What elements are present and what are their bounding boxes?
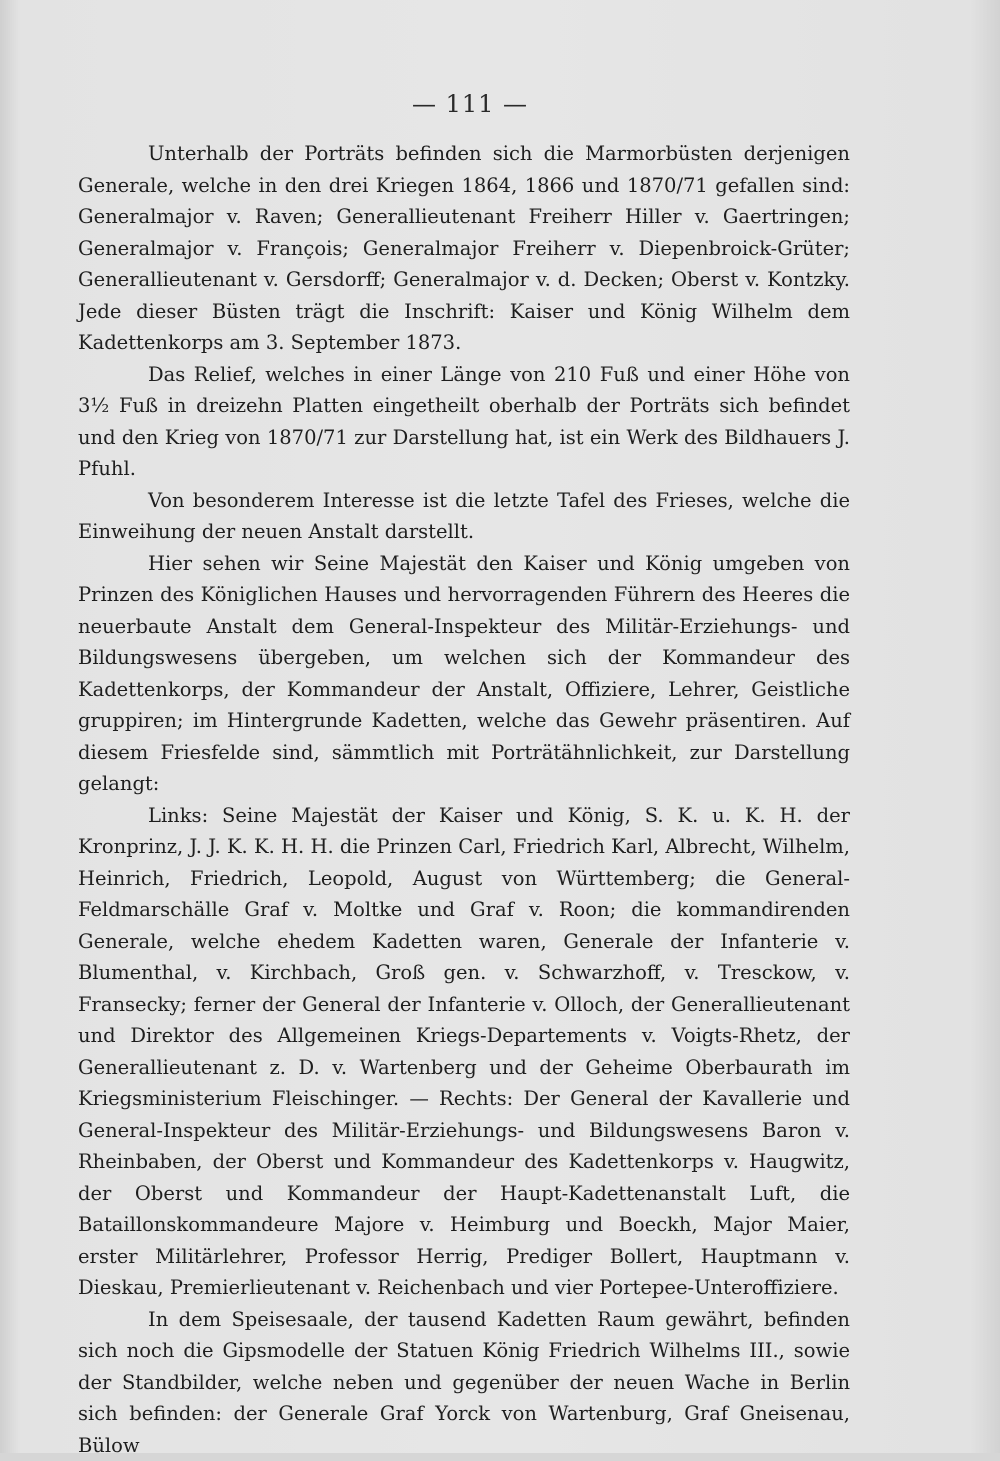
page-number: — 111 — (0, 90, 940, 118)
paragraph-last-panel: Von besonderem Interesse ist die letzte Tafel des Frieses, welche die Einweihung der neuen Anstalt darstellt. (78, 485, 850, 548)
paragraph-busts: Unterhalb der Porträts befinden sich die Marmorbüsten derjenigen Generale, welche in den drei Kriegen 1864, 1866 und 1870/71 gefallen sind: Generalmajor v. Raven; Generallieutenant Freiherr Hiller v. Gaertringen; Generalmajor v. François; Generalmajor Freiherr v. Diepenbroick-Grüter; Generallieutenant v. Gersdorff; Generalmajor v. d. Decken; Oberst v. Kontzky. Jede dieser Büsten trägt die Inschrift: Kaiser und König Wilhelm dem Kadettenkorps am 3. September 1873. (78, 138, 850, 359)
paragraph-relief: Das Relief, welches in einer Länge von 210 Fuß und einer Höhe von 3½ Fuß in dreizehn Platten eingetheilt oberhalb der Porträts sich befindet und den Krieg von 1870/71 zur Darstellung hat, ist ein Werk des Bildhauers J. Pfuhl. (78, 359, 850, 485)
paragraph-figures: Links: Seine Majestät der Kaiser und König, S. K. u. K. H. der Kronprinz, J. J. K. K. H. H. die Prinzen Carl, Friedrich Karl, Albrecht, Wilhelm, Heinrich, Friedrich, Leopold, August von Württemberg; die General-Feldmarschälle Graf v. Moltke und Graf v. Roon; die kommandirenden Generale, welche ehedem Kadetten waren, Generale der Infanterie v. Blumenthal, v. Kirchbach, Groß gen. v. Schwarzhoff, v. Tresckow, v. Fransecky; ferner der General der Infanterie v. Olloch, der Generallieutenant und Direktor des Allgemeinen Kriegs-Departements v. Voigts-Rhetz, der Generallieutenant z. D. v. Wartenberg und der Geheime Oberbaurath im Kriegsministerium Fleischinger. — Rechts: Der General der Kavallerie und General-Inspekteur des Militär-Erziehungs- und Bildungswesens Baron v. Rheinbaben, der Oberst und Kommandeur des Kadettenkorps v. Haugwitz, der Oberst und Kommandeur der Haupt-Kadettenanstalt Luft, die Bataillonskommandeure Majore v. Heimburg und Boeckh, Major Maier, erster Militärlehrer, Professor Herrig, Prediger Bollert, Hauptmann v. Dieskau, Premierlieutenant v. Reichenbach und vier Portepee-Unteroffiziere. (78, 800, 850, 1304)
body-text (78, 138, 850, 1461)
paragraph-dining-hall: In dem Speisesaale, der tausend Kadetten Raum gewährt, befinden sich noch die Gipsmodelle der Statuen König Friedrich Wilhelms III., sowie der Standbilder, welche neben und gegenüber der neuen Wache in Berlin sich befinden: der Generale Graf Yorck von Wartenburg, Graf Gneisenau, Bülow (78, 1304, 850, 1461)
paragraph-scene: Hier sehen wir Seine Majestät den Kaiser und König umgeben von Prinzen des Königlichen Hauses und hervorragenden Führern des Heeres die neuerbaute Anstalt dem General-Inspekteur des Militär-Erziehungs- und Bildungswesens übergeben, um welchen sich der Kommandeur des Kadettenkorps, der Kommandeur der Anstalt, Offiziere, Lehrer, Geistliche gruppiren; im Hintergrunde Kadetten, welche das Gewehr präsentiren. Auf diesem Friesfelde sind, sämmtlich mit Porträtähnlichkeit, zur Darstellung gelangt: (78, 548, 850, 800)
